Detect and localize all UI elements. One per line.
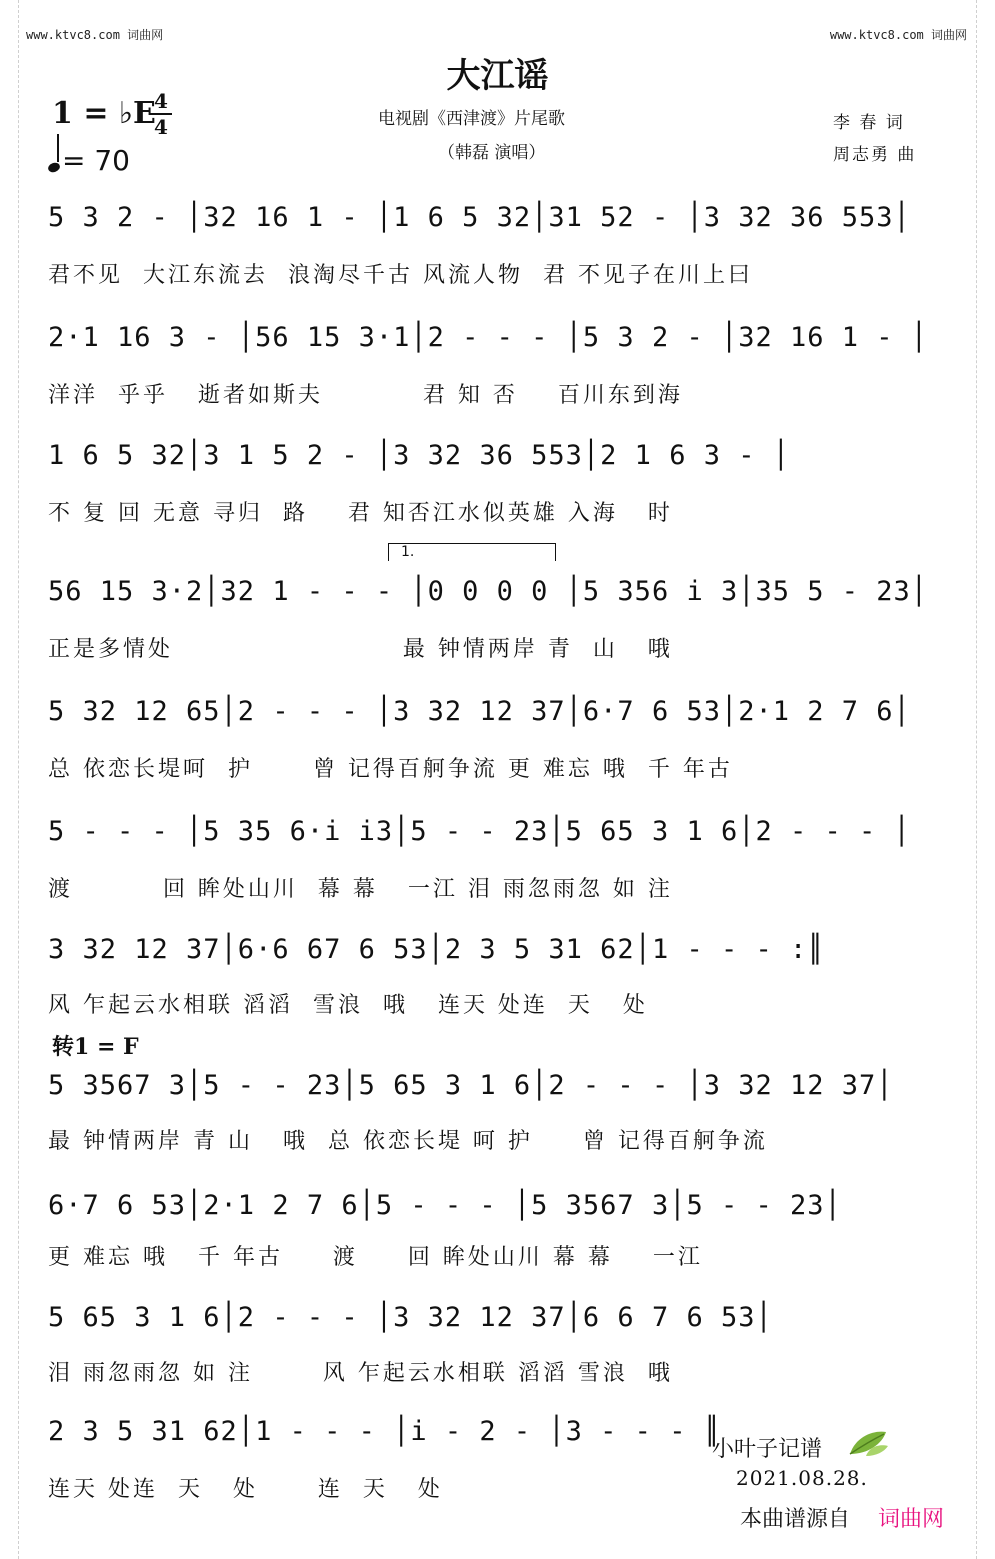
composer-credit: 周志勇 曲 <box>833 145 917 165</box>
score-line-5: 5 32 12 65│2 - - - │3 32 12 37│6·7 6 53│2·1 2 7 6│ <box>48 696 911 727</box>
lyric-line-10: 泪 雨忽雨忽 如 注 风 乍起云水相联 滔滔 雪浪 哦 <box>48 1361 673 1386</box>
score-line-3: 1 6 5 32│3 1 5 2 - │3 32 36 553│2 1 6 3 - │ <box>48 440 790 471</box>
score-line-9: 6·7 6 53│2·1 2 7 6│5 - - - │5 3567 3│5 - - 23│ <box>48 1190 842 1221</box>
score-line-1: 5 3 2 - │32 16 1 - │1 6 5 32│31 52 - │3 32 36 553│ <box>48 202 911 233</box>
score-line-2: 2·1 16 3 - │56 15 3·1│2 - - - │5 3 2 - │32 16 1 - │ <box>48 322 929 353</box>
source-label: 本曲谱源自 <box>740 1507 851 1532</box>
leaf-icon <box>846 1428 890 1458</box>
source-site-link[interactable]: 词曲网 <box>878 1507 945 1532</box>
transcription-date: 2021.08.28. <box>736 1466 868 1490</box>
watermark-right: www.ktvc8.com 词曲网 <box>829 28 967 42</box>
time-signature-bottom: 4 <box>154 115 168 139</box>
lyric-line-2: 洋洋 乎乎 逝者如斯夫 君 知 否 百川东到海 <box>48 383 683 408</box>
score-line-8: 5 3567 3│5 - - 23│5 65 3 1 6│2 - - - │3 32 12 37│ <box>48 1070 894 1101</box>
watermark-left: www.ktvc8.com 词曲网 <box>26 28 164 42</box>
lyric-line-4: 正是多情处 最 钟情两岸 青 山 哦 <box>48 637 673 662</box>
lyric-line-5: 总 依恋长堤呵 护 曾 记得百舸争流 更 难忘 哦 千 年古 <box>48 757 733 782</box>
left-margin-strip <box>0 0 19 1559</box>
quarter-note-icon <box>47 161 61 174</box>
key-signature: 1 = ♭E <box>52 96 156 131</box>
time-signature <box>150 90 172 138</box>
tempo-value: = 70 <box>62 144 130 177</box>
key-change: 转1 = F <box>52 1034 139 1060</box>
first-ending-bracket: 1. <box>388 543 556 561</box>
time-signature-top: 4 <box>154 89 168 113</box>
lyric-line-3: 不 复 回 无意 寻归 路 君 知否江水似英雄 入海 时 <box>48 501 673 526</box>
lyric-line-8: 最 钟情两岸 青 山 哦 总 依恋长堤 呵 护 曾 记得百舸争流 <box>48 1129 768 1154</box>
lyric-line-6: 渡 回 眸处山川 幕 幕 一江 泪 雨忽雨忽 如 注 <box>48 877 673 902</box>
score-line-7: 3 32 12 37│6·6 67 6 53│2 3 5 31 62│1 - - - :║ <box>48 934 825 965</box>
score-line-6: 5 - - - │5 35 6·i i3│5 - - 23│5 65 3 1 6│2 - - - │ <box>48 816 911 847</box>
score-line-10: 5 65 3 1 6│2 - - - │3 32 12 37│6 6 7 6 53│ <box>48 1302 773 1333</box>
tempo-marking <box>48 142 130 177</box>
score-line-11: 2 3 5 31 62│1 - - - │i - 2 - │3 - - - ║ <box>48 1416 721 1447</box>
score-line-4: 56 15 3·2│32 1 - - - │0 0 0 0 │5 356 i 3│35 5 - 23│ <box>48 576 929 607</box>
lyric-line-9: 更 难忘 哦 千 年古 渡 回 眸处山川 幕 幕 一江 <box>48 1245 703 1270</box>
transcriber-brand: 小叶子记谱 <box>712 1437 823 1462</box>
lyricist-credit: 李 春 词 <box>833 113 905 133</box>
singer: （韩磊 演唱） <box>438 143 546 163</box>
quarter-note-stem <box>57 134 59 162</box>
lyric-line-1: 君不见 大江东流去 浪淘尽千古 风流人物 君 不见子在川上曰 <box>48 263 753 288</box>
lyric-line-11: 连天 处连 天 处 连 天 处 <box>48 1477 443 1502</box>
song-title: 大江谣 <box>446 56 549 96</box>
right-margin-strip <box>976 0 995 1559</box>
subtitle: 电视剧《西津渡》片尾歌 <box>378 109 565 129</box>
lyric-line-7: 风 乍起云水相联 滔滔 雪浪 哦 连天 处连 天 处 <box>48 993 648 1018</box>
